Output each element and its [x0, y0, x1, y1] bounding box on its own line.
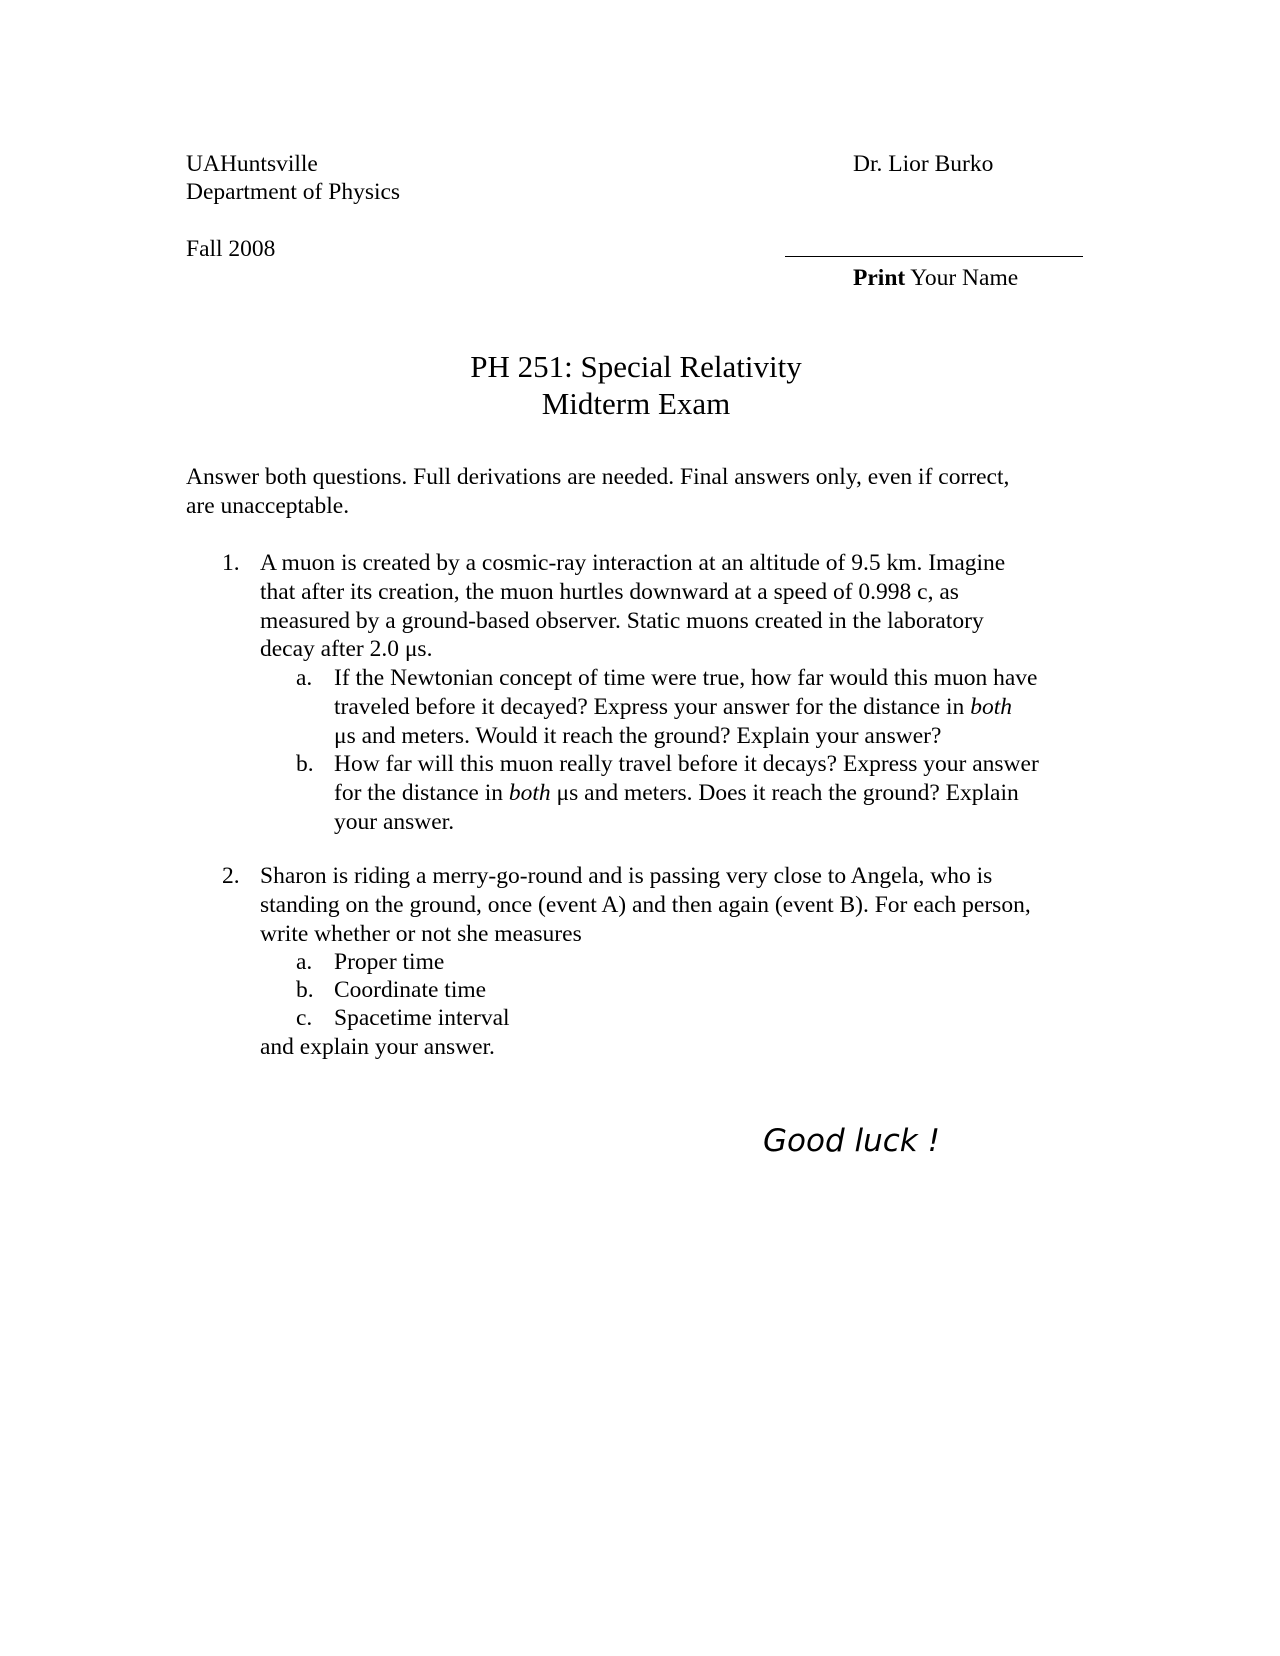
question-2c-text: Spacetime interval [334, 1005, 510, 1031]
question-1-number: 1. [222, 550, 240, 576]
question-2a-text: Proper time [334, 949, 445, 975]
name-blank-line [785, 256, 1083, 257]
question-2-text [260, 862, 1031, 948]
question-1a-line: If the Newtonian concept of time were true, how far would this muon have [334, 665, 1038, 691]
question-1-line: decay after 2.0 μs. [260, 636, 433, 663]
question-2-line: standing on the ground, once (event A) and then again (event B). For each person, [260, 891, 1031, 918]
question-2-closing: and explain your answer. [260, 1034, 495, 1060]
good-luck-text: Good luck ! [763, 1123, 941, 1159]
exam-title: Midterm Exam [541, 386, 731, 421]
term: Fall 2008 [186, 236, 276, 262]
question-1a-line: traveled before it decayed? Express your answer for the distance in both [334, 693, 1012, 720]
question-2-line: write whether or not she measures [260, 920, 582, 947]
question-2-number: 2. [222, 863, 240, 889]
question-1a-line: μs and meters. Would it reach the ground? Explain your answer? [334, 722, 942, 749]
course-title: PH 251: Special Relativity [470, 349, 802, 384]
question-1b-text [334, 750, 1039, 836]
question-1a-text [334, 664, 1037, 750]
instructions [186, 463, 1009, 521]
question-2-line: Sharon is riding a merry-go-round and is passing very close to Angela, who is [260, 863, 993, 889]
question-1-line: that after its creation, the muon hurtles downward at a speed of 0.998 c, as [260, 578, 959, 605]
question-2b-text: Coordinate time [334, 977, 487, 1003]
question-1b-line: your answer. [334, 808, 455, 835]
institution: UAHuntsville [186, 151, 318, 177]
instructor: Dr. Lior Burko [853, 151, 994, 177]
department: Department of Physics [186, 179, 401, 205]
question-1-line: A muon is created by a cosmic-ray interaction at an altitude of 9.5 km. Imagine [260, 550, 1006, 576]
question-1b-marker: b. [296, 751, 314, 777]
question-1-text [260, 549, 1005, 664]
emphasis-both: both [970, 693, 1012, 720]
your-name-label: Your Name [905, 265, 1019, 291]
question-1b-line: for the distance in both μs and meters. Does it reach the ground? Explain [334, 779, 1019, 806]
question-1a-marker: a. [296, 665, 313, 691]
print-label: Print [853, 265, 906, 291]
question-2a-marker: a. [296, 949, 313, 975]
print-your-name-label [853, 264, 1018, 293]
instructions-line: Answer both questions. Full derivations are needed. Final answers only, even if correct, [186, 464, 1010, 490]
question-2c-marker: c. [296, 1005, 313, 1031]
question-1b-line: How far will this muon really travel before it decays? Express your answer [334, 751, 1039, 777]
emphasis-both: both [508, 779, 551, 806]
question-1-line: measured by a ground-based observer. Static muons created in the laboratory [260, 607, 984, 634]
question-2b-marker: b. [296, 977, 314, 1003]
instructions-line: are unacceptable. [186, 492, 350, 519]
